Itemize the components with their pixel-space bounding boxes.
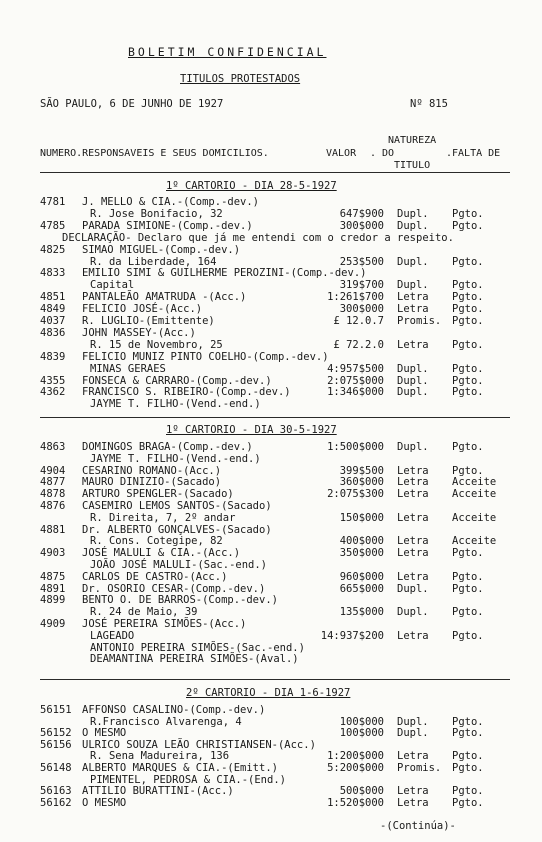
row-natureza: Letra bbox=[397, 303, 429, 316]
row-falta: Pgto. bbox=[452, 547, 484, 560]
row-number: 4833 bbox=[40, 267, 66, 280]
row-falta: Pgto. bbox=[452, 629, 484, 642]
row-responsavel: EMILIO SIMI & GUILHERME PEROZINI-(Comp.-dev.) bbox=[82, 267, 367, 280]
row-falta: Acceite bbox=[452, 511, 497, 524]
row-natureza: Promis. bbox=[397, 762, 442, 774]
row-responsavel: R. Cons. Cotegipe, 82 bbox=[90, 535, 223, 548]
row-responsavel: R. da Liberdade, 164 bbox=[90, 255, 217, 268]
row-valor: 665$000 bbox=[339, 582, 384, 595]
row-number: 4877 bbox=[40, 476, 66, 489]
section-divider bbox=[40, 417, 510, 418]
row-natureza: Letra bbox=[397, 629, 429, 642]
row-natureza: Letra bbox=[397, 796, 429, 809]
row-valor: 4:957$500 bbox=[327, 362, 384, 375]
row-responsavel: PANTALEÃO AMATRUDA -(Acc.) bbox=[82, 291, 247, 304]
row-number: 56162 bbox=[40, 796, 72, 809]
row-responsavel: R. Direita, 7, 2º andar bbox=[90, 511, 236, 524]
row-number: 4875 bbox=[40, 570, 66, 583]
col-valor: VALOR bbox=[326, 148, 357, 159]
row-valor: £ 12.0.7 bbox=[333, 315, 384, 327]
row-responsavel: JOSÉ MALULI & CIA.-(Acc.) bbox=[82, 547, 241, 560]
row-number: 4899 bbox=[40, 594, 66, 607]
place-date: SÃO PAULO, 6 DE JUNHO DE 1927 bbox=[40, 98, 224, 110]
row-responsavel: Capital bbox=[90, 279, 135, 292]
row-natureza: Letra bbox=[397, 750, 429, 763]
row-falta: Pgto. bbox=[452, 785, 484, 798]
row-valor: 350$000 bbox=[339, 547, 384, 560]
row-falta: Pgto. bbox=[452, 374, 484, 387]
row-natureza: Letra bbox=[397, 547, 429, 560]
row-valor: 647$900 bbox=[339, 207, 384, 220]
row-natureza: Dupl. bbox=[397, 219, 429, 232]
row-responsavel: Dr. ALBERTO GONÇALVES-(Sacado) bbox=[82, 523, 272, 536]
row-natureza: Letra bbox=[397, 511, 429, 524]
row-valor: 360$000 bbox=[339, 476, 384, 489]
row-natureza: Dupl. bbox=[397, 606, 429, 619]
row-responsavel: CESARINO ROMANO-(Acc.) bbox=[82, 464, 222, 477]
row-natureza: Letra bbox=[397, 476, 429, 489]
row-valor: 1:261$700 bbox=[327, 291, 384, 304]
row-number: 4863 bbox=[40, 441, 66, 453]
row-number: 4876 bbox=[40, 500, 66, 512]
row-falta: Acceite bbox=[452, 535, 497, 548]
row-valor: 14:937$200 bbox=[320, 629, 384, 642]
row-valor: 2:075$000 bbox=[327, 374, 384, 387]
row-number: 4362 bbox=[40, 386, 66, 399]
row-number: 4878 bbox=[40, 488, 66, 501]
row-responsavel: MAURO DINIZIO-(Sacado) bbox=[82, 476, 222, 489]
row-natureza: Dupl. bbox=[397, 207, 429, 220]
row-responsavel: R. 15 de Novembro, 25 bbox=[90, 338, 223, 351]
row-natureza: Dupl. bbox=[397, 582, 429, 595]
row-responsavel: JOÃO JOSÉ MALULI-(Sac.-end.) bbox=[90, 559, 268, 571]
row-valor: 300$000 bbox=[339, 219, 384, 232]
row-natureza: Letra bbox=[397, 785, 429, 798]
row-responsavel: R.Francisco Alvarenga, 4 bbox=[90, 715, 242, 728]
row-falta: Acceite bbox=[452, 476, 497, 489]
row-responsavel: ANTONIO PEREIRA SIMÕES-(Sac.-end.) bbox=[90, 641, 305, 654]
row-falta: Pgto. bbox=[452, 606, 484, 619]
row-responsavel: J. MELLO & CIA.-(Comp.-dev.) bbox=[82, 196, 260, 208]
row-number: 4851 bbox=[40, 291, 66, 304]
row-falta: Pgto. bbox=[452, 279, 484, 292]
row-valor: 100$000 bbox=[339, 727, 384, 740]
row-responsavel: JOHN MASSEY-(Acc.) bbox=[82, 326, 196, 339]
row-valor: £ 72.2.0 bbox=[333, 338, 384, 351]
row-responsavel: FELICIO JOSÉ-(Acc.) bbox=[82, 303, 203, 316]
row-falta: Acceite bbox=[452, 488, 497, 501]
row-valor: 1:346$000 bbox=[327, 386, 384, 399]
row-number: 4355 bbox=[40, 374, 66, 387]
row-falta: Pgto. bbox=[452, 464, 484, 477]
row-responsavel: Dr. OSORIO CESAR-(Comp.-dev.) bbox=[82, 582, 266, 595]
row-falta: Pgto. bbox=[452, 570, 484, 583]
row-responsavel: CARLOS DE CASTRO-(Acc.) bbox=[82, 570, 228, 583]
bulletin-subtitle: TITULOS PROTESTADOS bbox=[180, 73, 301, 85]
row-number: 56148 bbox=[40, 762, 72, 774]
row-valor: 1:200$000 bbox=[327, 750, 384, 763]
row-valor: 5:200$000 bbox=[327, 762, 384, 774]
row-natureza: Letra bbox=[397, 291, 429, 304]
row-responsavel: FRANCISCO S. RIBEIRO-(Comp.-dev.) bbox=[82, 386, 291, 399]
row-number: 4903 bbox=[40, 547, 66, 560]
row-number: 4881 bbox=[40, 523, 66, 536]
row-falta: Pgto. bbox=[452, 796, 484, 809]
row-number: 56151 bbox=[40, 704, 72, 716]
row-natureza: Dupl. bbox=[397, 715, 429, 728]
row-valor: 150$000 bbox=[339, 511, 384, 524]
row-responsavel: R. Jose Bonifacio, 32 bbox=[90, 207, 223, 220]
header-divider bbox=[40, 172, 510, 173]
row-responsavel: O MESMO bbox=[82, 727, 127, 740]
row-responsavel: BENTO O. DE BARROS-(Comp.-dev.) bbox=[82, 594, 278, 607]
row-falta: Pgto. bbox=[452, 255, 484, 268]
row-natureza: Promis. bbox=[397, 315, 442, 327]
section-divider bbox=[40, 679, 510, 680]
row-falta: Pgto. bbox=[452, 362, 484, 375]
row-valor: 1:520$000 bbox=[327, 796, 384, 809]
row-number: 4037 bbox=[40, 315, 66, 327]
row-responsavel: R. 24 de Maio, 39 bbox=[90, 606, 198, 619]
row-falta: Pgto. bbox=[452, 715, 484, 728]
col-falta-de: .FALTA DE bbox=[446, 148, 501, 159]
row-number: 4836 bbox=[40, 326, 66, 339]
row-valor: 2:075$300 bbox=[327, 488, 384, 501]
row-falta: Pgto. bbox=[452, 441, 484, 453]
bulletin-title: BOLETIM CONFIDENCIAL bbox=[128, 45, 327, 59]
row-falta: Pgto. bbox=[452, 219, 484, 232]
row-responsavel: CASEMIRO LEMOS SANTOS-(Sacado) bbox=[82, 500, 272, 512]
bulletin-number: Nº 815 bbox=[410, 98, 448, 110]
row-natureza: Dupl. bbox=[397, 386, 429, 399]
row-number: 4891 bbox=[40, 582, 66, 595]
row-natureza: Letra bbox=[397, 464, 429, 477]
row-responsavel: DEAMANTINA PEREIRA SIMÕES-(Aval.) bbox=[90, 653, 299, 666]
row-responsavel: R. Sena Madureira, 136 bbox=[90, 750, 230, 763]
row-falta: Pgto. bbox=[452, 338, 484, 351]
row-falta: Pgto. bbox=[452, 315, 484, 327]
section-heading: 2º CARTORIO - DIA 1-6-1927 bbox=[186, 687, 351, 699]
row-responsavel: O MESMO bbox=[82, 796, 127, 809]
row-responsavel: SIMAO MIGUEL-(Comp.-dev.) bbox=[82, 243, 241, 256]
row-natureza: Letra bbox=[397, 570, 429, 583]
row-valor: 100$000 bbox=[339, 715, 384, 728]
row-valor: 400$000 bbox=[339, 535, 384, 548]
row-responsavel: MINAS GERAES bbox=[90, 362, 166, 375]
row-responsavel: JAYME T. FILHO-(Vend.-end.) bbox=[90, 398, 261, 411]
row-valor: 960$000 bbox=[339, 570, 384, 583]
row-number: 4904 bbox=[40, 464, 66, 477]
row-responsavel: LAGEADO bbox=[90, 629, 135, 642]
row-responsavel: PIMENTEL, PEDROSA & CIA.-(End.) bbox=[90, 773, 286, 786]
row-number: 56152 bbox=[40, 727, 72, 740]
row-responsavel: ATTILIO BURATTINI-(Acc.) bbox=[82, 785, 234, 798]
row-number: 4825 bbox=[40, 243, 66, 256]
row-number: 56163 bbox=[40, 785, 72, 798]
row-responsavel: DECLARAÇÃO- Declaro que já me entendi com o credor a respeito. bbox=[62, 231, 454, 244]
row-responsavel: ARTURO SPENGLER-(Sacado) bbox=[82, 488, 234, 501]
row-natureza: Dupl. bbox=[397, 441, 429, 453]
continued-note: -(Continúa)- bbox=[380, 820, 456, 832]
row-falta: Pgto. bbox=[452, 207, 484, 220]
row-number: 56156 bbox=[40, 738, 72, 751]
row-responsavel: JOSÉ PEREIRA SIMÕES-(Acc.) bbox=[82, 618, 247, 630]
row-natureza: Letra bbox=[397, 338, 429, 351]
row-valor: 399$500 bbox=[339, 464, 384, 477]
row-natureza: Dupl. bbox=[397, 279, 429, 292]
row-number: 4781 bbox=[40, 196, 66, 208]
row-valor: 500$000 bbox=[339, 785, 384, 798]
row-number: 4785 bbox=[40, 219, 66, 232]
row-falta: Pgto. bbox=[452, 750, 484, 763]
row-natureza: Dupl. bbox=[397, 255, 429, 268]
section-heading: 1º CARTORIO - DIA 30-5-1927 bbox=[166, 424, 337, 436]
row-valor: 319$700 bbox=[339, 279, 384, 292]
row-valor: 300$000 bbox=[339, 303, 384, 316]
row-falta: Pgto. bbox=[452, 386, 484, 399]
row-falta: Pgto. bbox=[452, 727, 484, 740]
row-valor: 135$000 bbox=[339, 606, 384, 619]
row-responsavel: JAYME T. FILHO-(Vend.-end.) bbox=[90, 452, 261, 465]
row-falta: Pgto. bbox=[452, 303, 484, 316]
row-falta: Pgto. bbox=[452, 291, 484, 304]
row-natureza: Dupl. bbox=[397, 374, 429, 387]
row-responsavel: DOMINGOS BRAGA-(Comp.-dev.) bbox=[82, 441, 253, 453]
row-natureza: Letra bbox=[397, 488, 429, 501]
row-responsavel: FELICIO MUNIZ PINTO COELHO-(Comp.-dev.) bbox=[82, 350, 329, 363]
row-responsavel: R. LUGLIO-(Emittente) bbox=[82, 315, 215, 327]
row-falta: Pgto. bbox=[452, 582, 484, 595]
col-numero-responsaveis: NUMERO.RESPONSAVEIS E SEUS DOMICILIOS. bbox=[40, 148, 269, 159]
row-responsavel: PARADA SIMIONE-(Comp.-dev.) bbox=[82, 219, 253, 232]
row-responsavel: FONSECA & CARRARO-(Comp.-dev.) bbox=[82, 374, 272, 387]
row-valor: 253$500 bbox=[339, 255, 384, 268]
row-number: 4839 bbox=[40, 350, 66, 363]
col-do: . DO bbox=[370, 148, 395, 159]
row-number: 4849 bbox=[40, 303, 66, 316]
row-falta: Pgto. bbox=[452, 762, 484, 774]
row-responsavel: ALBERTO MARQUES & CIA.-(Emitt.) bbox=[82, 762, 278, 774]
row-natureza: Dupl. bbox=[397, 727, 429, 740]
row-valor: 1:500$000 bbox=[327, 441, 384, 453]
row-responsavel: AFFONSO CASALINO-(Comp.-dev.) bbox=[82, 704, 266, 716]
row-number: 4909 bbox=[40, 618, 66, 630]
col-natureza: NATUREZA bbox=[388, 135, 437, 146]
section-heading: 1º CARTORIO - DIA 28-5-1927 bbox=[166, 180, 337, 192]
row-natureza: Letra bbox=[397, 535, 429, 548]
row-natureza: Dupl. bbox=[397, 362, 429, 375]
row-responsavel: ULRICO SOUZA LEÃO CHRISTIANSEN-(Acc.) bbox=[82, 738, 316, 751]
col-titulo: TITULO bbox=[394, 160, 431, 171]
